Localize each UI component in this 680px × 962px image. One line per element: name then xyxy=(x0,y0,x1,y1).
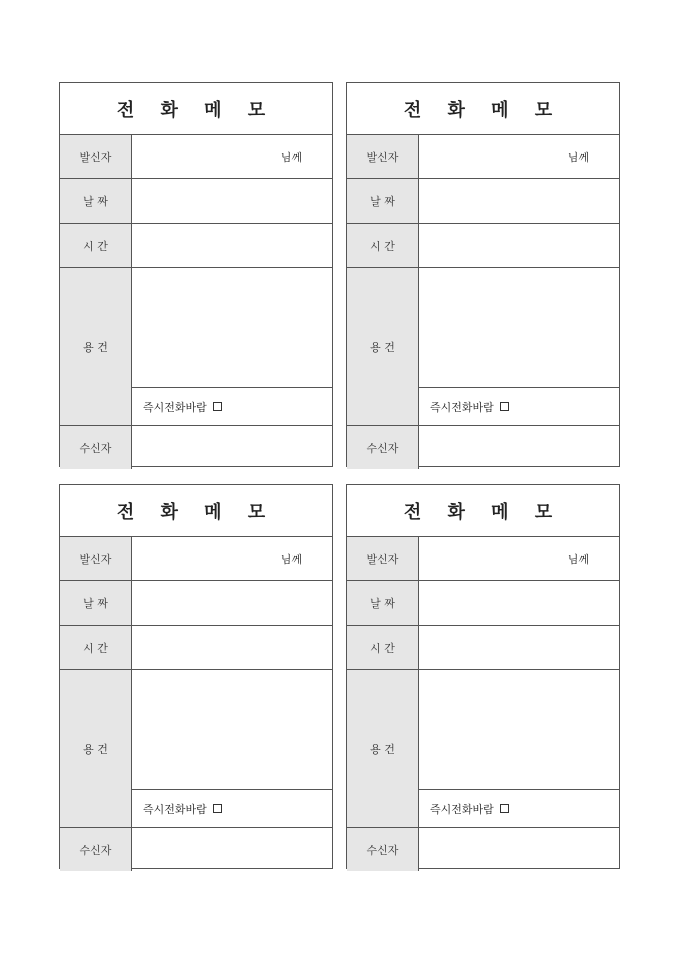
receiver-row xyxy=(347,828,619,871)
time-field[interactable] xyxy=(419,224,619,267)
date-row xyxy=(347,581,619,626)
phone-memo-2 xyxy=(346,82,620,467)
receiver-field[interactable] xyxy=(132,828,332,871)
receiver-label: 수신자 xyxy=(60,426,132,469)
receiver-row xyxy=(347,426,619,469)
memo-title: 전 화 메 모 xyxy=(347,485,619,537)
sender-label: 발신자 xyxy=(60,537,132,580)
sender-field[interactable] xyxy=(132,537,332,580)
callback-label: 즉시전화바람 xyxy=(430,802,494,816)
callback-checkbox[interactable] xyxy=(500,402,509,411)
callback-checkbox[interactable] xyxy=(500,804,509,813)
sender-field[interactable] xyxy=(132,135,332,178)
purpose-cell xyxy=(419,670,619,827)
sender-row xyxy=(60,537,332,581)
date-label: 날 짜 xyxy=(347,179,419,223)
callback-label: 즉시전화바람 xyxy=(143,802,207,816)
date-field[interactable] xyxy=(132,179,332,223)
time-field[interactable] xyxy=(132,224,332,267)
callback-label: 즉시전화바람 xyxy=(430,400,494,414)
memo-title: 전 화 메 모 xyxy=(347,83,619,135)
receiver-field[interactable] xyxy=(132,426,332,469)
receiver-label: 수신자 xyxy=(60,828,132,871)
date-row xyxy=(60,179,332,224)
sender-suffix: 님께 xyxy=(280,552,302,566)
memo-title: 전 화 메 모 xyxy=(60,83,332,135)
purpose-label: 용 건 xyxy=(347,670,419,827)
time-label: 시 간 xyxy=(347,626,419,669)
phone-memo-1 xyxy=(59,82,333,467)
date-row xyxy=(60,581,332,626)
date-label: 날 짜 xyxy=(347,581,419,625)
sender-row xyxy=(60,135,332,179)
callback-request xyxy=(132,387,332,425)
phone-memo-3 xyxy=(59,484,333,869)
time-label: 시 간 xyxy=(347,224,419,267)
purpose-cell xyxy=(132,670,332,827)
date-field[interactable] xyxy=(419,179,619,223)
receiver-field[interactable] xyxy=(419,426,619,469)
purpose-cell xyxy=(419,268,619,425)
purpose-row xyxy=(347,268,619,426)
purpose-row xyxy=(60,268,332,426)
date-row xyxy=(347,179,619,224)
receiver-row xyxy=(60,426,332,469)
sender-suffix: 님께 xyxy=(567,552,589,566)
date-field[interactable] xyxy=(132,581,332,625)
date-field[interactable] xyxy=(419,581,619,625)
purpose-label: 용 건 xyxy=(347,268,419,425)
time-field[interactable] xyxy=(419,626,619,669)
sender-suffix: 님께 xyxy=(567,150,589,164)
purpose-field[interactable] xyxy=(132,268,332,387)
receiver-label: 수신자 xyxy=(347,426,419,469)
time-row xyxy=(347,224,619,268)
receiver-row xyxy=(60,828,332,871)
purpose-row xyxy=(60,670,332,828)
callback-label: 즉시전화바람 xyxy=(143,400,207,414)
callback-checkbox[interactable] xyxy=(213,804,222,813)
sender-field[interactable] xyxy=(419,537,619,580)
sender-row xyxy=(347,135,619,179)
time-row xyxy=(60,224,332,268)
callback-request xyxy=(419,387,619,425)
purpose-label: 용 건 xyxy=(60,670,132,827)
phone-memo-4 xyxy=(346,484,620,869)
sender-field[interactable] xyxy=(419,135,619,178)
sender-label: 발신자 xyxy=(347,537,419,580)
purpose-row xyxy=(347,670,619,828)
purpose-cell xyxy=(132,268,332,425)
sender-label: 발신자 xyxy=(347,135,419,178)
purpose-field[interactable] xyxy=(419,268,619,387)
purpose-field[interactable] xyxy=(132,670,332,789)
sender-suffix: 님께 xyxy=(280,150,302,164)
time-label: 시 간 xyxy=(60,626,132,669)
time-row xyxy=(60,626,332,670)
memo-title: 전 화 메 모 xyxy=(60,485,332,537)
purpose-label: 용 건 xyxy=(60,268,132,425)
date-label: 날 짜 xyxy=(60,179,132,223)
callback-request xyxy=(419,789,619,827)
purpose-field[interactable] xyxy=(419,670,619,789)
time-row xyxy=(347,626,619,670)
receiver-label: 수신자 xyxy=(347,828,419,871)
receiver-field[interactable] xyxy=(419,828,619,871)
sender-row xyxy=(347,537,619,581)
callback-checkbox[interactable] xyxy=(213,402,222,411)
date-label: 날 짜 xyxy=(60,581,132,625)
callback-request xyxy=(132,789,332,827)
time-label: 시 간 xyxy=(60,224,132,267)
sender-label: 발신자 xyxy=(60,135,132,178)
time-field[interactable] xyxy=(132,626,332,669)
